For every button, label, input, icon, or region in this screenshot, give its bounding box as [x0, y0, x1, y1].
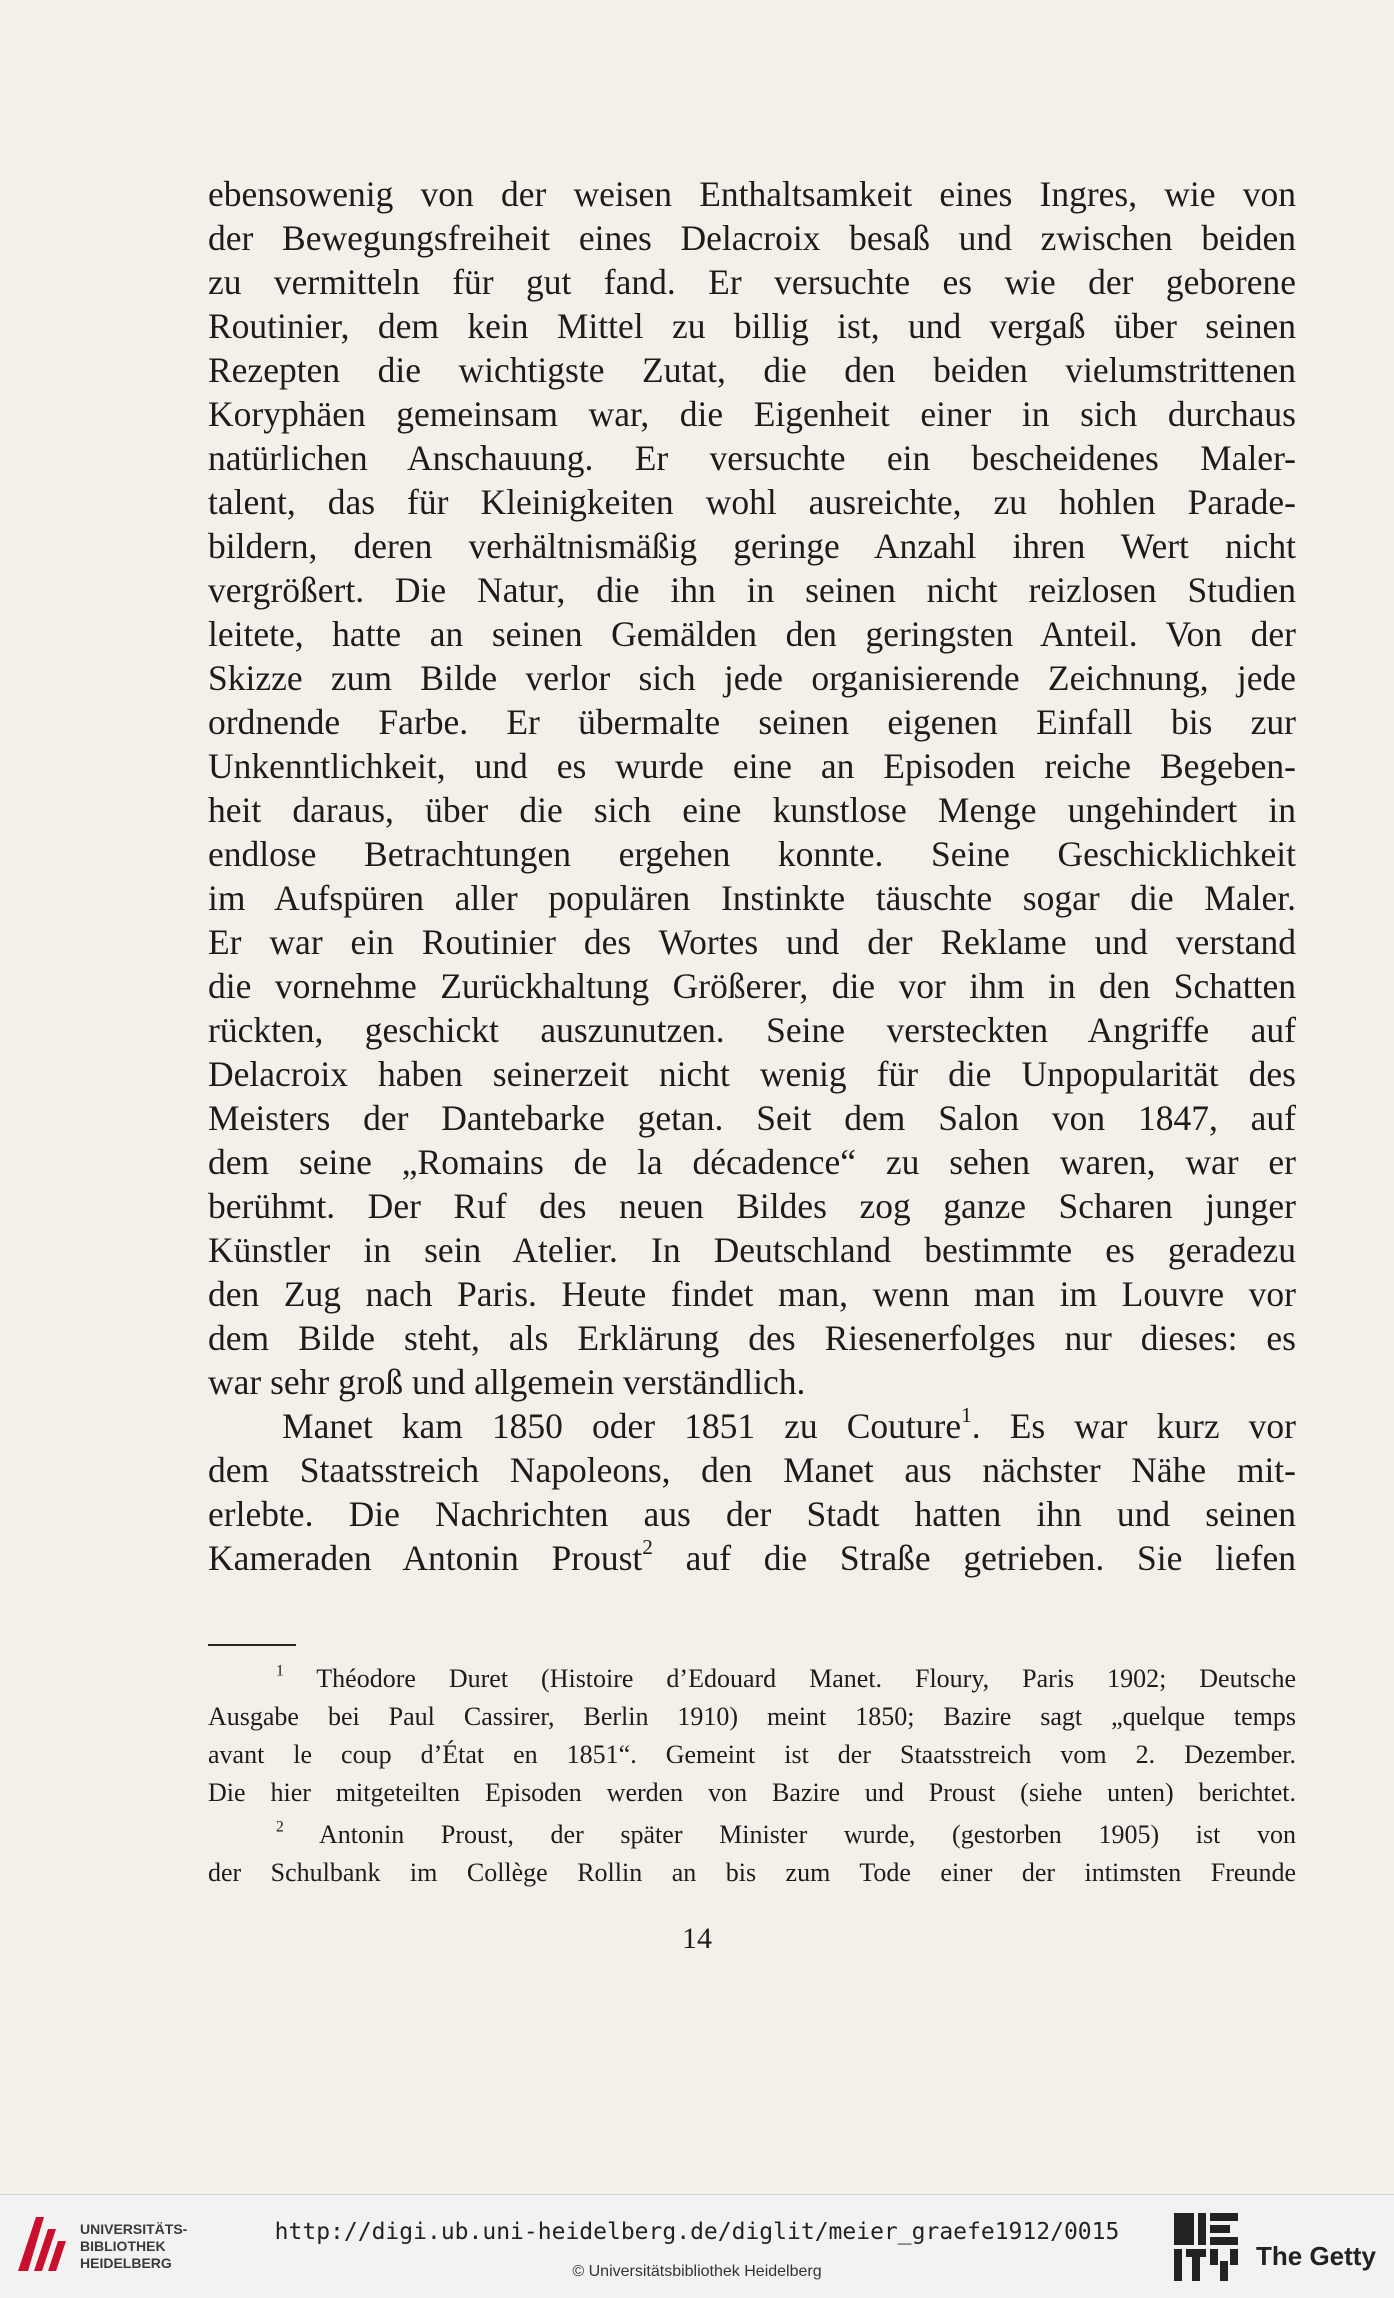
- copyright-notice: © Universitätsbibliothek Heidelberg: [572, 2263, 822, 2280]
- text-line: Routinier, dem kein Mittel zu billig ist, und vergaß über seinen: [208, 306, 1296, 346]
- text-line: leitete, hatte an seinen Gemälden den geringsten Anteil. Von der: [208, 614, 1296, 654]
- footnote-line: avant le coup d’État en 1851“. Gemeint ist der Staatsstreich vom 2. Dezember.: [208, 1740, 1296, 1769]
- text-line: Meisters der Dantebarke getan. Seit dem Salon von 1847, auf: [208, 1098, 1296, 1138]
- text-line: endlose Betrachtungen ergehen konnte. Seine Geschicklichkeit: [208, 834, 1296, 874]
- text-line: Er war ein Routinier des Wortes und der Reklame und verstand: [208, 922, 1296, 962]
- page-number: 14: [682, 1922, 712, 1955]
- text-line: dem Bilde steht, als Erklärung des Riesenerfolges nur dieses: es: [208, 1318, 1296, 1358]
- footnote-ref: 1: [961, 1403, 972, 1428]
- text-line: natürlichen Anschauung. Er versuchte ein bescheidenes Maler-: [208, 438, 1296, 478]
- text-line: berühmt. Der Ruf des neuen Bildes zog ganze Scharen junger: [208, 1186, 1296, 1226]
- text-line: dem Staatsstreich Napoleons, den Manet aus nächster Nähe mit-: [208, 1450, 1296, 1490]
- footer-bar: [0, 2194, 1394, 2298]
- text-segment: Antonin Proust, der später Minister wurde, (gestorben 1905) ist von: [283, 1820, 1296, 1849]
- text-line: [208, 1536, 1296, 1580]
- institution-line: BIBLIOTHEK: [80, 2238, 166, 2254]
- text-line: Unkenntlichkeit, und es wurde eine an Episoden reiche Begeben-: [208, 746, 1296, 786]
- text-line: [282, 1404, 1296, 1448]
- institution-line: UNIVERSITÄTS-: [80, 2221, 188, 2237]
- text-line: Koryphäen gemeinsam war, die Eigenheit einer in sich durchaus: [208, 394, 1296, 434]
- text-segment: Manet kam 1850 oder 1851 zu Couture: [282, 1406, 962, 1446]
- footnote-mark: 1: [276, 1662, 284, 1680]
- text-segment: . Es war kurz vor: [971, 1406, 1297, 1446]
- text-line: war sehr groß und allgemein verständlich.: [208, 1362, 806, 1402]
- text-line: ebensowenig von der weisen Enthaltsamkeit eines Ingres, wie von: [208, 174, 1296, 214]
- text-line: die vornehme Zurückhaltung Größerer, die vor ihm in den Schatten: [208, 966, 1296, 1006]
- text-line: Rezepten die wichtigste Zutat, die den beiden vielumstrittenen: [208, 350, 1296, 390]
- text-segment: Kameraden Antonin Proust: [208, 1538, 643, 1578]
- text-line: Künstler in sein Atelier. In Deutschland bestimmte es geradezu: [208, 1230, 1296, 1270]
- footnote-line: Die hier mitgeteilten Episoden werden von Bazire und Proust (siehe unten) berichtet.: [208, 1778, 1296, 1807]
- text-line: den Zug nach Paris. Heute findet man, wenn man im Louvre vor: [208, 1274, 1296, 1314]
- text-line: rückten, geschickt auszunutzen. Seine versteckten Angriffe auf: [208, 1010, 1296, 1050]
- text-line: ordnende Farbe. Er übermalte seinen eigenen Einfall bis zur: [208, 702, 1296, 742]
- footnote-line: [276, 1816, 1296, 1854]
- text-line: der Bewegungsfreiheit eines Delacroix besaß und zwischen beiden: [208, 218, 1296, 258]
- permalink-url[interactable]: http://digi.ub.uni-heidelberg.de/diglit/meier_graefe1912/0015: [274, 2219, 1120, 2245]
- text-line: dem seine „Romains de la décadence“ zu sehen waren, war er: [208, 1142, 1296, 1182]
- footnote-mark: 2: [276, 1818, 284, 1836]
- text-line: erlebte. Die Nachrichten aus der Stadt hatten ihn und seinen: [208, 1494, 1296, 1534]
- footnote-divider: [208, 1644, 296, 1646]
- partner-name: The Getty: [1256, 2241, 1376, 2271]
- text-line: Skizze zum Bilde verlor sich jede organisierende Zeichnung, jede: [208, 658, 1296, 698]
- institution-line: HEIDELBERG: [80, 2255, 172, 2271]
- footnote-line: Ausgabe bei Paul Cassirer, Berlin 1910) meint 1850; Bazire sagt „quelque temps: [208, 1702, 1296, 1731]
- text-line: im Aufspüren aller populären Instinkte täuschte sogar die Maler.: [208, 878, 1296, 918]
- text-line: zu vermitteln für gut fand. Er versuchte es wie der geborene: [208, 262, 1296, 302]
- text-line: vergrößert. Die Natur, die ihn in seinen nicht reizlosen Studien: [208, 570, 1296, 610]
- getty-logo-icon[interactable]: [1170, 2209, 1248, 2289]
- text-segment: Théodore Duret (Histoire d’Edouard Manet. Floury, Paris 1902; Deutsche: [283, 1664, 1296, 1693]
- footnote-line: der Schulbank im Collège Rollin an bis zum Tode einer der intimsten Freunde: [208, 1858, 1296, 1887]
- text-line: bildern, deren verhältnismäßig geringe Anzahl ihren Wert nicht: [208, 526, 1296, 566]
- footnote-line: [276, 1660, 1296, 1698]
- text-line: Delacroix haben seinerzeit nicht wenig für die Unpopularität des: [208, 1054, 1296, 1094]
- footnote-ref: 2: [642, 1535, 653, 1560]
- text-segment: auf die Straße getrieben. Sie liefen: [652, 1538, 1296, 1578]
- text-line: heit daraus, über die sich eine kunstlose Menge ungehindert in: [208, 790, 1296, 830]
- text-line: talent, das für Kleinigkeiten wohl ausreichte, zu hohlen Parade-: [208, 482, 1296, 522]
